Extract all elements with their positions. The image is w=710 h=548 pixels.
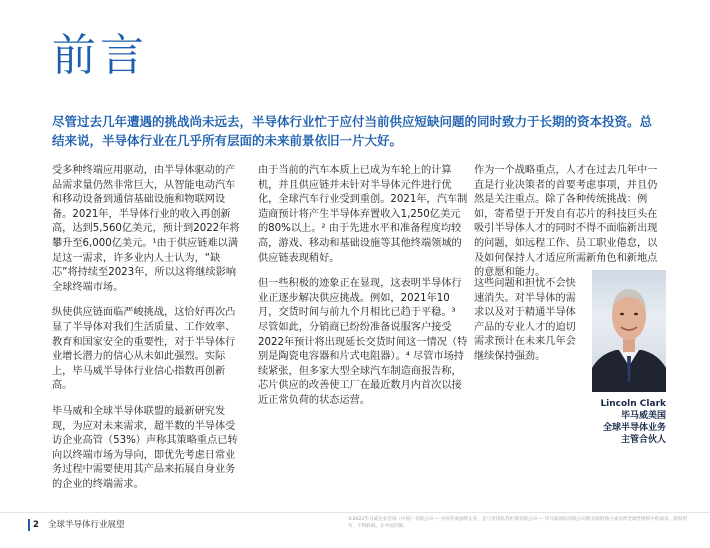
person-department: 全球半导体业务 (602, 423, 666, 433)
column-left (52, 164, 242, 503)
portrait-photo (592, 270, 666, 392)
person-role: 主管合伙人 (620, 435, 666, 445)
lead-paragraph: 尽管过去几年遭遇的挑战尚未远去，半导体行业忙于应付当前供应短缺问题的同时致力于长期的资本投资。总结来说，半导体行业在几乎所有层面的未来前景依旧一片大好。 (52, 114, 653, 148)
body-paragraph: 但一些积极的迹象正在显现，这表明半导体行业正逐步解决供应挑战。例如，2021年10月，交货时间与前九个月相比已趋于平稳。³ 尽管如此，分销商已纷纷准备说服客户接受2022年预计将出现延长交货时间这一情况（特别是陶瓷电容器和片式电阻器）。⁴ 尽管市场持续紧张，但多家大型全球汽车制造商报告称，芯片供应的改善使工厂在最近数月内首次以接近正常负荷的状态运营。 (258, 278, 468, 406)
footer-legal-text: ©2022毕马威企业咨询（中国）有限公司 — 中国外商独资企业，是与英国私营担保有限公司 — 毕马威国际有限公司相关联的独立成员所全球性组织中的成员。版权所有，不得转载。在中国印制。 (348, 517, 688, 529)
body-paragraph: 这些问题和担忧不会快速消失。对半导体的需求以及对于精通半导体产品的专业人才的迫切需求预计在未来几年会继续保持强劲。 (474, 278, 576, 362)
portrait-caption (600, 398, 666, 446)
column-right-lower (474, 277, 584, 376)
page-title: 前言 (52, 30, 148, 81)
footer-divider (0, 512, 710, 513)
page-number: 2 (28, 519, 42, 531)
footer-title: 全球半导体行业展望 (48, 520, 125, 530)
person-company: 毕马威美国 (620, 411, 666, 421)
body-paragraph: 作为一个战略重点，人才在过去几年中一直是行业决策者的首要考虑事项，并且仍然是关注重点。除了各种传统挑战：例如，寄希望于开发自有芯片的科技巨头在吸引半导体人才的同时不得不面临新出现的问题，如远程工作、员工职业倦怠，以及如何保持人才适应所需新角色和新地点的意愿和能力。 (474, 165, 658, 279)
body-paragraph: 由于当前的汽车本质上已成为车轮上的计算机，并且供应链并未针对半导体元件进行优化，全球汽车行业受到重创。2021年，汽车制造商预计将产生半导体弃置收入1,250亿美元的80%以上。² 由于先进水平和准备程度均较高，游戏、移动和基础设施等其他终端领域的供应链表现稍好。 (258, 165, 468, 264)
body-paragraph: 受多种终端应用驱动，由半导体驱动的产品需求量仍然非常巨大，从智能电动汽车和移动设备到通信基础设施和物联网设备。2021年，半导体行业的收入再创新高，达到5,560亿美元，预计到2022年将攀升至6,000亿美元。¹由于供应链难以满足这一需求，许多业内人士认为，“缺芯”将持续至2023年，所以这将继续影响全球终端市场。 (52, 165, 240, 293)
body-paragraph: 纵使供应链面临严峻挑战，这恰好再次凸显了半导体对我们生活质量、工作效率、教育和国家安全的重要性，对于半导体行业增长潜力的信心从未如此强烈。实际上，毕马威半导体行业信心指数再创新高。 (52, 307, 236, 392)
column-middle (258, 164, 468, 420)
person-name: Lincoln Clark (600, 399, 666, 409)
body-paragraph: 毕马威和全球半导体联盟的最新研究发现，为应对未来需求，超半数的半导体受访企业高管（53%）声称其策略重点已转向以终端市场为导向，即优先考虑日常业务过程中需要使用其产品来拓展自身业务的企业的终端需求。 (52, 405, 238, 490)
person-photo-icon (592, 270, 666, 392)
